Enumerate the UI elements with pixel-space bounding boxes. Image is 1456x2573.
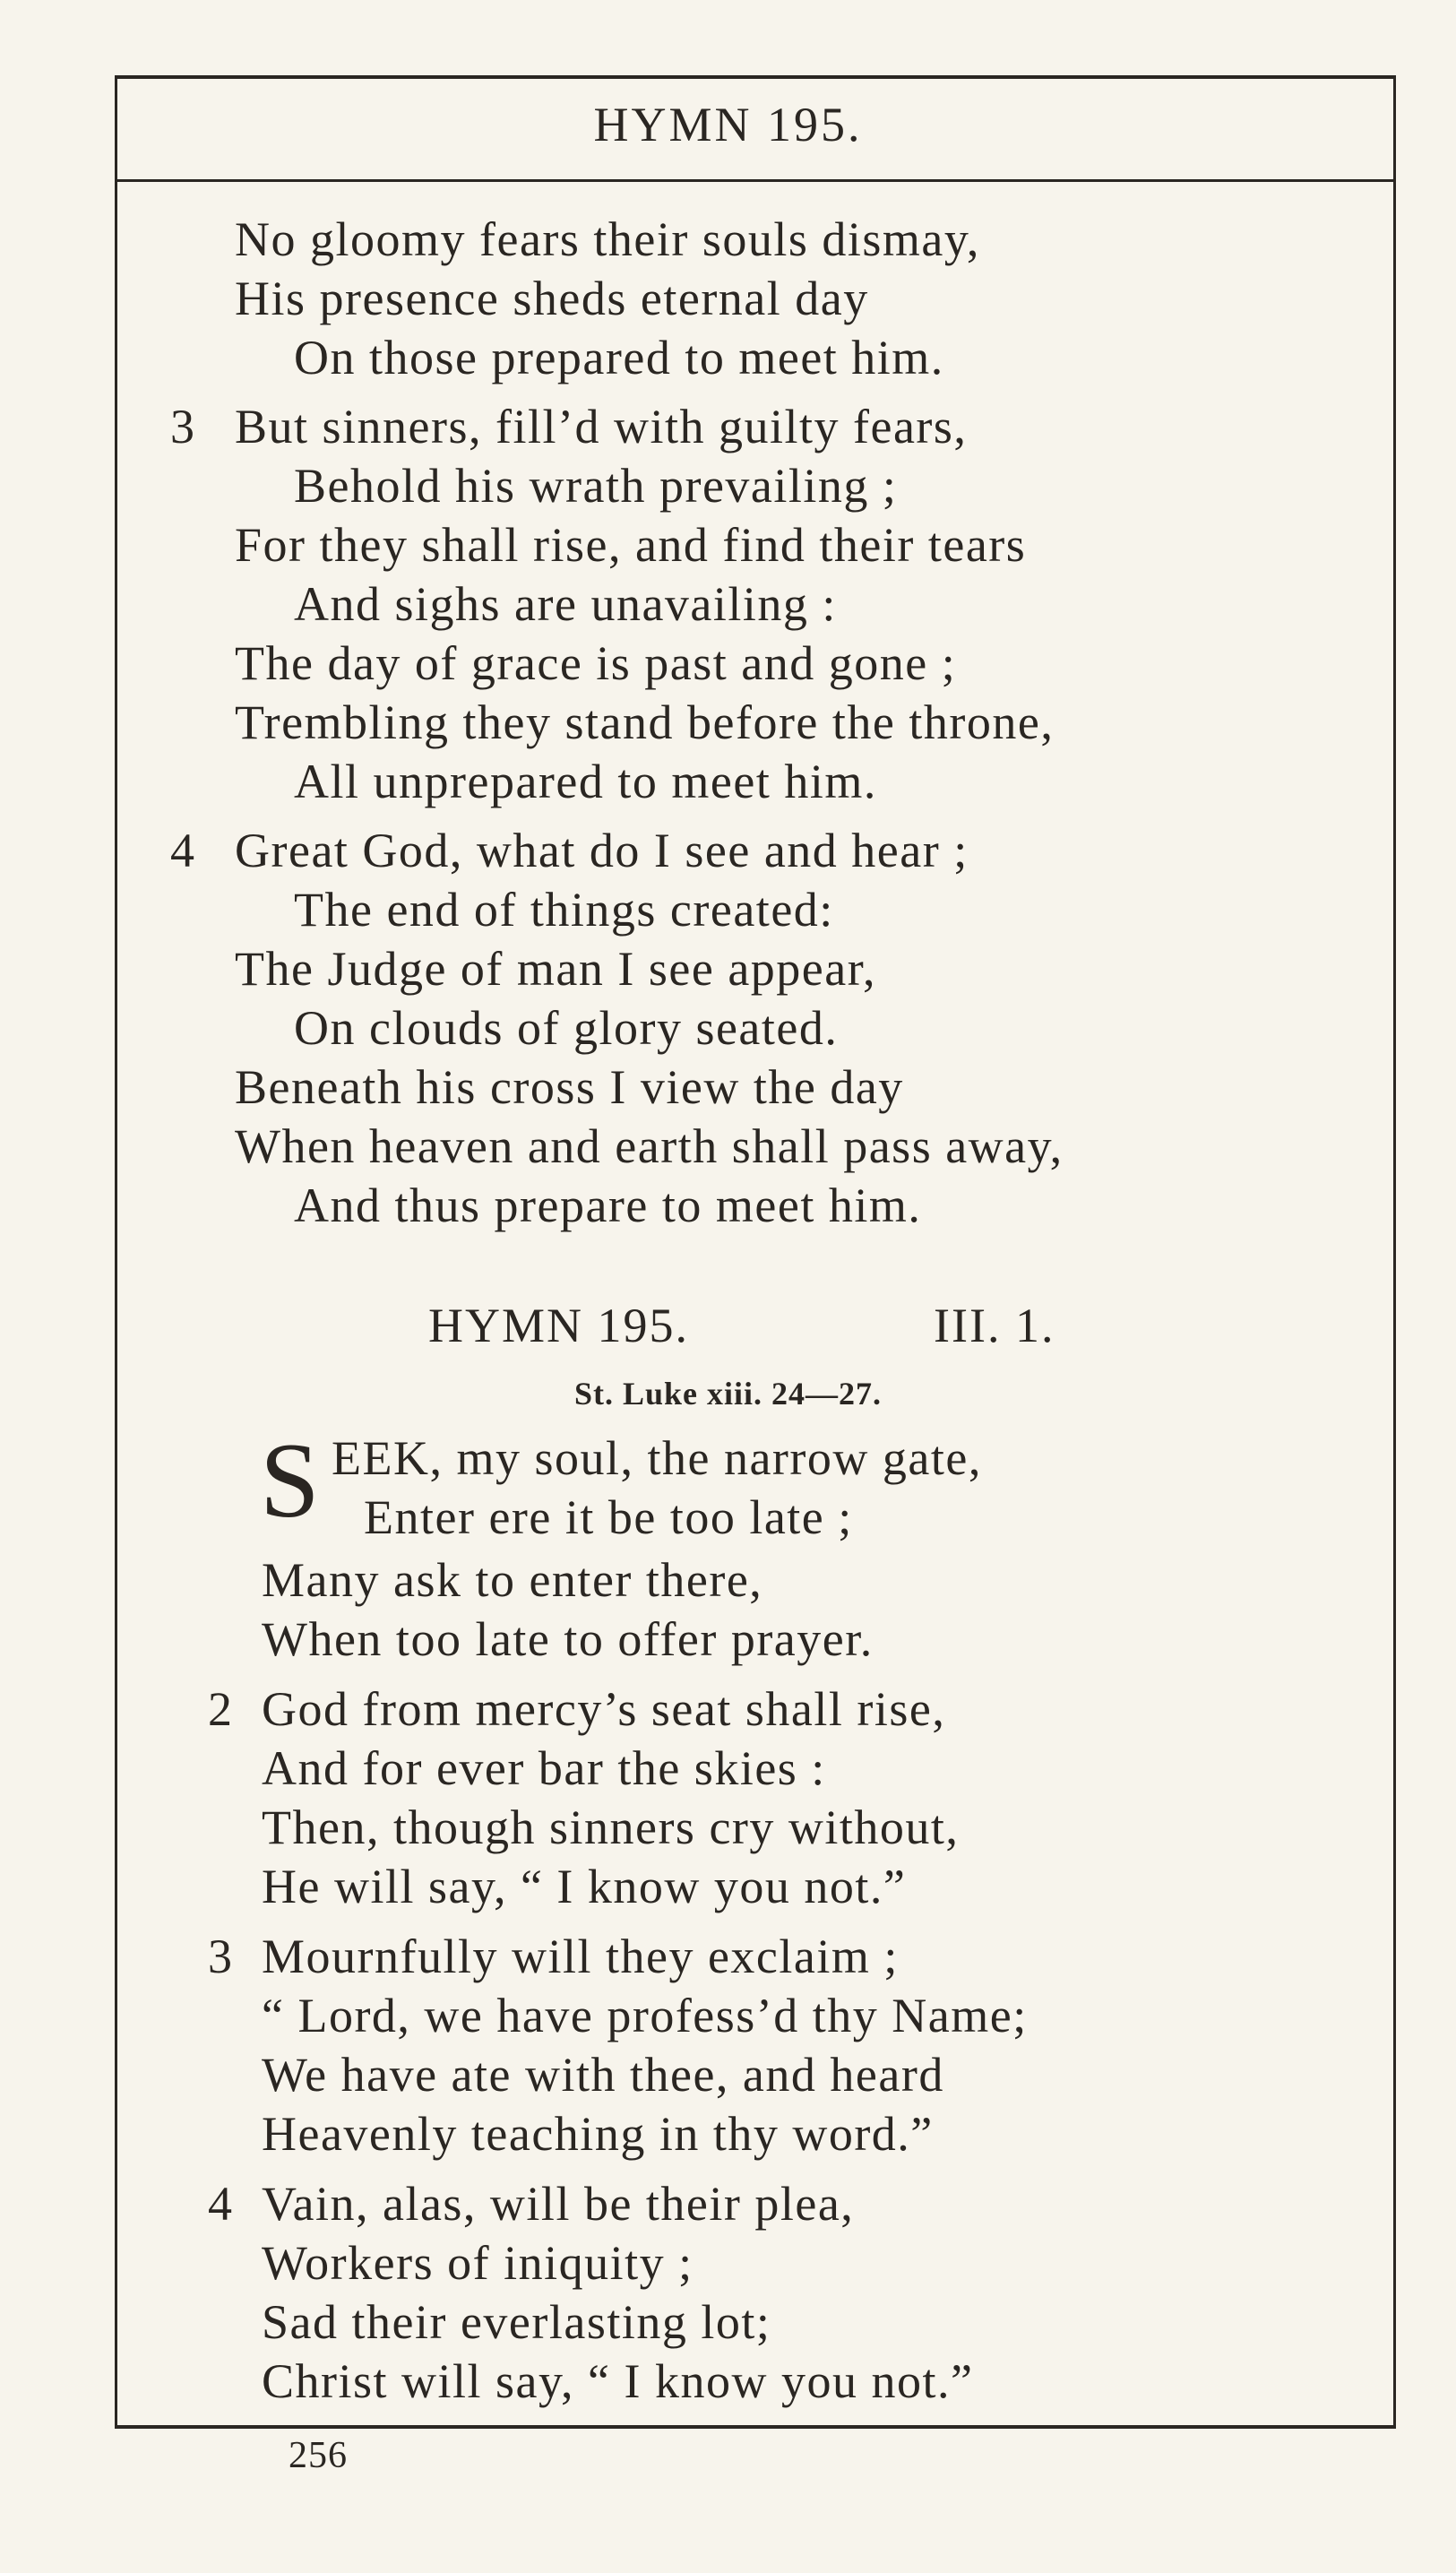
verse-number: 2 (208, 1682, 232, 1736)
verse-line: When too late to offer prayer. (262, 1612, 874, 1666)
verse-line: We have ate with thee, and heard (262, 2048, 944, 2102)
header-rule (115, 179, 1396, 182)
verse-line: But sinners, fill’d with guilty fears, (235, 400, 968, 453)
verse-line: EEK, my soul, the narrow gate, (332, 1431, 982, 1485)
verse-number: 3 (170, 400, 194, 453)
hymn-heading: HYMN 195. (428, 1299, 690, 1352)
verse-line: Trembling they stand before the throne, (235, 695, 1055, 749)
verse-line: No gloomy fears their souls dismay, (235, 212, 980, 266)
page-number: 256 (289, 2435, 348, 2476)
verse-line: And thus prepare to meet him. (294, 1179, 922, 1232)
top-border-rule (115, 75, 1396, 79)
verse-line: Enter ere it be too late ; (364, 1490, 853, 1544)
right-border-rule (1393, 75, 1396, 2428)
verse-line: Beneath his cross I view the day (235, 1060, 904, 1114)
drop-cap: S (260, 1420, 320, 1540)
verse-line: On clouds of glory seated. (294, 1001, 839, 1055)
bottom-border-rule (115, 2425, 1396, 2429)
verse-line: On those prepared to meet him. (294, 331, 944, 384)
verse-line: All unprepared to meet him. (294, 755, 877, 808)
verse-line: The Judge of man I see appear, (235, 942, 877, 996)
verse-line: Great God, what do I see and hear ; (235, 824, 969, 877)
verse-line: And for ever bar the skies : (262, 1741, 826, 1795)
verse-line: When heaven and earth shall pass away, (235, 1119, 1064, 1173)
verse-line: Then, though sinners cry without, (262, 1800, 960, 1854)
verse-line: “ Lord, we have profess’d thy Name; (262, 1989, 1028, 2042)
verse-line: Behold his wrath prevailing ; (294, 459, 898, 513)
verse-line: Mournfully will they exclaim ; (262, 1930, 899, 1983)
verse-line: The end of things created: (294, 883, 834, 937)
verse-line: The day of grace is past and gone ; (235, 636, 957, 690)
verse-line: Vain, alas, will be their plea, (262, 2177, 855, 2231)
verse-line: Sad their everlasting lot; (262, 2295, 771, 2349)
verse-number: 4 (208, 2177, 232, 2231)
verse-number: 3 (208, 1930, 232, 1983)
verse-line: Workers of iniquity ; (262, 2236, 694, 2290)
verse-number: 4 (170, 824, 194, 877)
verse-line: And sighs are unavailing : (294, 577, 837, 631)
scripture-reference: St. Luke xiii. 24—27. (573, 1376, 883, 1412)
verse-line: Christ will say, “ I know you not.” (262, 2354, 974, 2408)
hymn-meter: III. 1. (934, 1299, 1055, 1352)
verse-line: His presence sheds eternal day (235, 272, 869, 325)
verse-line: He will say, “ I know you not.” (262, 1860, 907, 1913)
left-border-rule (115, 75, 117, 2428)
verse-line: God from mercy’s seat shall rise, (262, 1682, 946, 1736)
verse-line: Many ask to enter there, (262, 1553, 763, 1607)
verse-line: Heavenly teaching in thy word.” (262, 2107, 934, 2161)
verse-line: For they shall rise, and find their tears (235, 518, 1027, 572)
running-head: HYMN 195. (593, 98, 863, 151)
